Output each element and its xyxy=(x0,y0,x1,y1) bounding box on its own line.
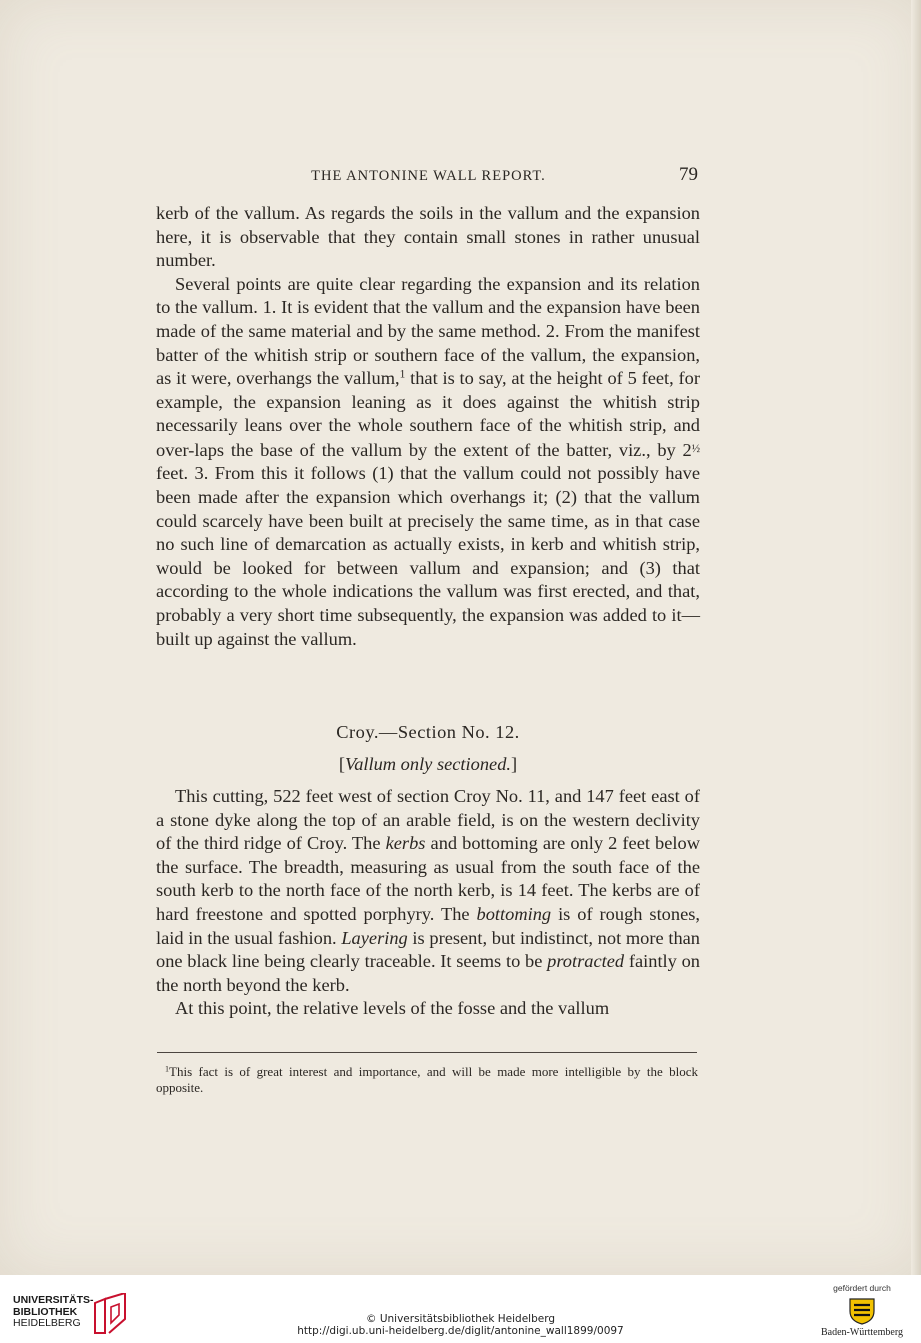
page-edge-shadow xyxy=(911,0,921,1275)
italic-layering: Layering xyxy=(341,927,408,948)
italic-bottoming: bottoming xyxy=(476,903,552,924)
fraction-whole: 2 xyxy=(682,439,692,460)
footnote-marker: 1 xyxy=(165,1064,170,1074)
funder-logo[interactable] xyxy=(817,1283,907,1338)
subheading-text: Vallum only sectioned. xyxy=(345,754,511,774)
viewer-footer xyxy=(0,1275,921,1343)
state-coat-of-arms-icon xyxy=(846,1297,878,1325)
paragraph-3-part-d: is present, but indistinct, not more than one black line being clearly traceable. It seems to be xyxy=(156,927,700,972)
footnote xyxy=(156,1064,698,1096)
copyright-block xyxy=(0,1313,921,1337)
body-text-bottom xyxy=(156,785,700,1021)
fraction-two-and-a-half xyxy=(683,440,700,460)
funded-by-label: gefördert durch xyxy=(833,1283,891,1293)
footnote-divider xyxy=(157,1052,697,1053)
funder-name: Baden-Württemberg xyxy=(820,1327,903,1338)
library-line-1: UNIVERSITÄTS- xyxy=(13,1294,94,1306)
page-number: 79 xyxy=(679,164,698,185)
paragraph-3-part-e: faintly on the north beyond the kerb. xyxy=(156,951,701,995)
library-line-3: HEIDELBERG xyxy=(13,1317,81,1329)
paragraph-2-part-b: that is to say, at the height of 5 feet, for example, the expansion leaning as it does against the whitish strip necessarily leans over the whole southern face of the whitish strip, and over-laps the base of the vallum by the extent of the batter, viz., by xyxy=(156,368,700,460)
italic-kerbs: kerbs xyxy=(385,833,426,854)
section-heading: Croy.—Section No. 12. xyxy=(336,722,520,742)
bracket-close: ] xyxy=(511,754,518,774)
paragraph-3 xyxy=(156,785,700,997)
section-subheading xyxy=(156,754,700,775)
bracket-open: [ xyxy=(338,754,345,774)
fraction-part: ½ xyxy=(691,442,700,455)
permalink[interactable]: http://digi.ub.uni-heidelberg.de/diglit/antonine_wall1899/0097 xyxy=(297,1325,624,1337)
paragraph-2-part-c: feet. 3. From this it follows (1) that the vallum could not possibly have been made after the expansion which overhangs it; (2) that the vallum could scarcely have been built at precisely the same time, as in that case no such line of demarcation as actually exists, in kerb and whitish strip, would be looked for between vallum and expansion; and (3) that according to the whole indications the vallum was first erected, and that, probably a very short time subsequently, the expansion was added to it—built up against the vallum. xyxy=(156,463,700,649)
italic-protracted: protracted xyxy=(547,951,625,972)
running-title: THE ANTONINE WALL REPORT. xyxy=(311,168,546,184)
copyright-text: © Universitätsbibliothek Heidelberg xyxy=(365,1313,555,1325)
paragraph-1: kerb of the vallum. As regards the soils in the vallum and the expansion here, it is observable that they contain small stones in rather unusual number. xyxy=(156,203,700,271)
paragraph-4: At this point, the relative levels of the fosse and the vallum xyxy=(175,998,610,1019)
library-line-2: BIBLIOTHEK xyxy=(13,1305,78,1318)
footnote-reference: 1 xyxy=(399,368,406,381)
paragraph-3-part-b: and bottoming are only 2 feet below the surface. The breadth, measuring as usual from the south face of the south kerb to the north face of the north kerb, is 14 feet. The kerbs are of hard freestone and spotted porphyry. The xyxy=(156,833,700,924)
running-head xyxy=(156,164,701,190)
paragraph-2 xyxy=(156,273,700,651)
paragraph-2-part-a: Several points are quite clear regarding the expansion and its relation to the vallum. 1. It is evident that the vallum and the expansion have been made of the same material and by the same method. 2. From the manifest batter of the whitish strip or southern face of the vallum, the expansion, as it were, overhangs the vallum, xyxy=(156,273,700,389)
paragraph-3-part-a: This cutting, 522 feet west of section Croy No. 11, and 147 feet east of a stone dyke along the top of an arable field, is on the western declivity of the third ridge of Croy. The xyxy=(156,786,700,854)
body-text-top xyxy=(156,202,700,651)
footnote-text: This fact is of great interest and importance, and will be made more intelligible by the block opposite. xyxy=(156,1064,698,1095)
paragraph-3-part-c: is of rough stones, laid in the usual fashion. xyxy=(156,903,700,948)
